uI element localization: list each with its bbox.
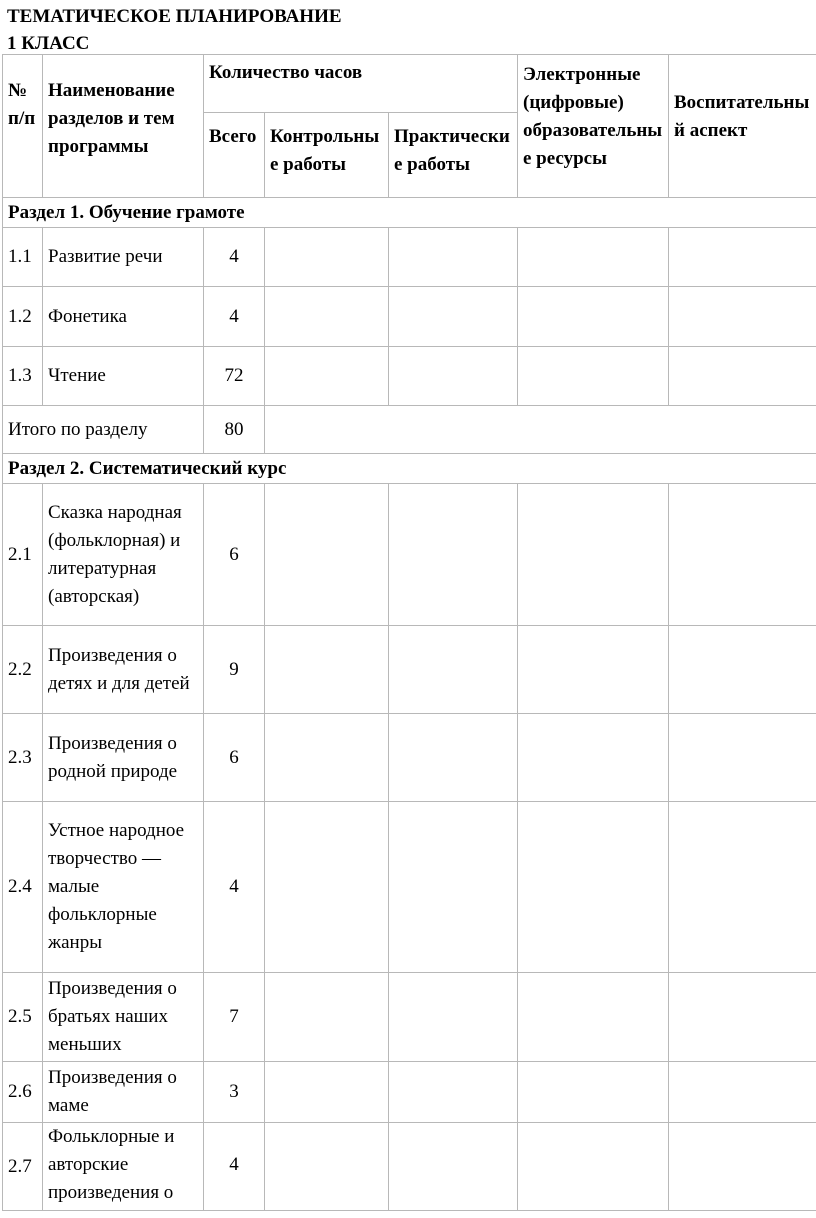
summary-empty [265, 406, 816, 454]
table-row [3, 1062, 816, 1123]
row-aspect [669, 484, 816, 626]
row-total: 4 [204, 802, 265, 973]
header-practical: Практические работы [389, 113, 518, 198]
row-name: Фонетика [43, 287, 204, 347]
table-row [3, 973, 816, 1062]
row-num: 2.4 [3, 802, 43, 973]
summary-label: Итого по разделу [3, 406, 204, 454]
row-num: 1.2 [3, 287, 43, 347]
row-name: Развитие речи [43, 228, 204, 287]
row-resources [518, 347, 669, 406]
row-control [265, 1123, 389, 1211]
row-practical [389, 347, 518, 406]
row-num: 2.5 [3, 973, 43, 1062]
row-resources [518, 287, 669, 347]
table-row [3, 347, 816, 406]
header-name: Наименование разделов и тем программы [43, 55, 204, 198]
summary-total: 80 [204, 406, 265, 454]
row-name: Устное народное творчество — малые фольклорные жанры [43, 802, 204, 973]
row-practical [389, 484, 518, 626]
row-total: 9 [204, 626, 265, 714]
table-row [3, 626, 816, 714]
row-resources [518, 973, 669, 1062]
row-resources [518, 484, 669, 626]
row-control [265, 1062, 389, 1123]
row-resources [518, 1062, 669, 1123]
row-name: Фольклорные и авторские произведения о [43, 1123, 204, 1211]
row-aspect [669, 1123, 816, 1211]
row-control [265, 973, 389, 1062]
row-aspect [669, 1062, 816, 1123]
row-total: 6 [204, 484, 265, 626]
row-total: 4 [204, 228, 265, 287]
row-control [265, 714, 389, 802]
table-row [3, 1123, 816, 1211]
row-num: 1.3 [3, 347, 43, 406]
row-name: Произведения о маме [43, 1062, 204, 1123]
table-row [3, 228, 816, 287]
row-aspect [669, 626, 816, 714]
row-aspect [669, 714, 816, 802]
row-name: Произведения о братьях наших меньших [43, 973, 204, 1062]
row-num: 2.7 [3, 1123, 43, 1211]
row-aspect [669, 973, 816, 1062]
header-total: Всего [204, 113, 265, 198]
row-resources [518, 1123, 669, 1211]
row-num: 2.3 [3, 714, 43, 802]
row-total: 72 [204, 347, 265, 406]
row-control [265, 802, 389, 973]
row-practical [389, 714, 518, 802]
row-practical [389, 973, 518, 1062]
row-total: 4 [204, 1123, 265, 1211]
section-2-header [3, 454, 816, 484]
row-num: 2.1 [3, 484, 43, 626]
row-practical [389, 1062, 518, 1123]
document-title [7, 3, 342, 57]
section-2-title: Раздел 2. Систематический курс [3, 454, 816, 484]
header-resources: Электронные (цифровые) образовательные ресурсы [518, 55, 669, 198]
row-aspect [669, 228, 816, 287]
section-1-summary-row [3, 406, 816, 454]
row-num: 2.6 [3, 1062, 43, 1123]
table-row [3, 287, 816, 347]
section-1-header [3, 198, 816, 228]
row-control [265, 484, 389, 626]
header-control: Контрольные работы [265, 113, 389, 198]
row-total: 7 [204, 973, 265, 1062]
table-row [3, 484, 816, 626]
header-aspect: Воспитательный аспект [669, 55, 816, 198]
row-name: Произведения о детях и для детей [43, 626, 204, 714]
header-row-1 [3, 55, 816, 113]
row-practical [389, 228, 518, 287]
row-control [265, 287, 389, 347]
row-practical [389, 802, 518, 973]
row-total: 4 [204, 287, 265, 347]
row-aspect [669, 287, 816, 347]
title-line-2: 1 КЛАСС [7, 33, 90, 54]
section-1-title: Раздел 1. Обучение грамоте [3, 198, 816, 228]
row-practical [389, 1123, 518, 1211]
row-resources [518, 802, 669, 973]
row-name: Произведения о родной природе [43, 714, 204, 802]
row-num: 2.2 [3, 626, 43, 714]
row-aspect [669, 802, 816, 973]
row-control [265, 347, 389, 406]
row-control [265, 228, 389, 287]
row-total: 6 [204, 714, 265, 802]
header-num: № п/п [3, 55, 43, 198]
row-resources [518, 714, 669, 802]
row-resources [518, 626, 669, 714]
table-row [3, 714, 816, 802]
row-control [265, 626, 389, 714]
row-name: Чтение [43, 347, 204, 406]
thematic-plan-table [2, 54, 816, 1211]
row-num: 1.1 [3, 228, 43, 287]
row-aspect [669, 347, 816, 406]
row-total: 3 [204, 1062, 265, 1123]
row-resources [518, 228, 669, 287]
header-hours: Количество часов [204, 55, 518, 113]
table-row [3, 802, 816, 973]
title-line-1: ТЕМАТИЧЕСКОЕ ПЛАНИРОВАНИЕ [7, 6, 342, 27]
row-practical [389, 626, 518, 714]
row-name: Сказка народная (фольклорная) и литературная (авторская) [43, 484, 204, 626]
row-practical [389, 287, 518, 347]
